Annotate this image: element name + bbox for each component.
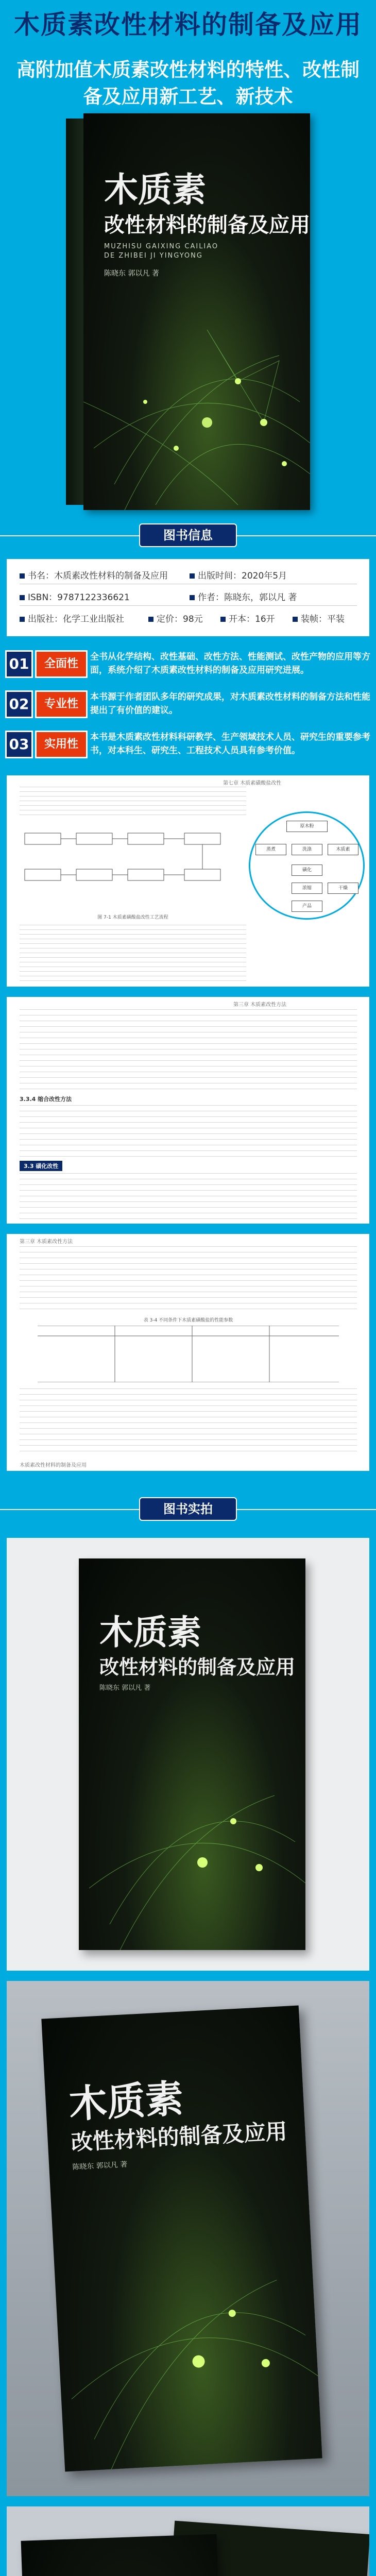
hero-section xyxy=(0,0,376,518)
flow-box: 产品 xyxy=(292,901,322,912)
selling-point-text: 本书是木质素改性材料科研教学、生产领域技术人员、研究生的重要参考书，对本科生、研究生、工程技术人员具有参考价值。 xyxy=(90,732,370,756)
bullet-icon xyxy=(220,617,226,622)
book-photo xyxy=(66,113,310,510)
flow-box: 蒸煮 xyxy=(255,844,286,855)
page-footer: 木质素改性材料的制备及应用 xyxy=(20,1463,87,1468)
info-pubdate-text: 出版时间：2020年5月 xyxy=(198,571,287,581)
info-pubdate xyxy=(190,568,287,581)
photo-cover xyxy=(41,2006,322,2472)
cover-network-graphic xyxy=(21,2534,230,2576)
info-row xyxy=(20,612,357,624)
sample-page-1 xyxy=(7,775,369,987)
page-text-block xyxy=(20,1173,357,1219)
cover-subtitle: 改性材料的制备及应用 xyxy=(99,1656,296,1679)
page-header: 第三章 木质素改性方法 xyxy=(20,1239,73,1245)
cover-authors: 陈晓东 郭以凡 著 xyxy=(104,269,159,278)
page-header: 第七章 木质素磺酸盐改性 xyxy=(223,781,282,786)
info-title: 书名：木质素改性材料的制备及应用 xyxy=(28,571,168,581)
page-text-block xyxy=(20,925,246,981)
selling-point-text: 本书源于作者团队多年的研究成果，对木质素改性材料的制备方法和性能提出了有价值的建议。 xyxy=(90,692,370,716)
flow-box: 干燥 xyxy=(328,883,358,894)
selling-point xyxy=(5,731,371,772)
page-text-block xyxy=(20,787,246,818)
info-author xyxy=(190,590,297,603)
book-cover xyxy=(83,113,310,510)
info-format-text: 开本：16开 xyxy=(229,614,275,624)
selling-point-text: 全书从化学结构、改性基础、改性方法、性能测试、改性产物的应用等方面，系统介绍了木质素改性材料的制备及应用研究进展。 xyxy=(90,652,370,675)
page-text-block xyxy=(20,1388,357,1455)
page-text-block xyxy=(20,1105,357,1157)
selling-point-tag: 专业性 xyxy=(35,690,88,718)
bullet-icon xyxy=(190,573,195,579)
bullet-icon xyxy=(190,595,195,600)
hero-title: 木质素改性材料的制备及应用 xyxy=(14,10,362,40)
selling-point-tag: 全面性 xyxy=(35,650,88,678)
book-photo-front xyxy=(7,1538,369,1971)
flow-box: 磺化 xyxy=(292,865,322,876)
photo-heading-label: 图书实拍 xyxy=(139,1497,237,1521)
info-publisher: 出版社：化学工业出版社 xyxy=(28,614,124,624)
flow-box: 原木粉 xyxy=(286,821,328,832)
selling-point-number: 03 xyxy=(5,731,33,758)
cover-subtitle: 改性材料的制备及应用 xyxy=(104,213,310,237)
selling-point-number: 02 xyxy=(5,690,33,718)
book-photo-pair xyxy=(7,2506,369,2576)
info-row xyxy=(20,568,357,581)
info-heading-label: 图书信息 xyxy=(139,523,237,547)
hero-subtitle: 高附加值木质素改性材料的特性、改性制备及应用新工艺、新技术 xyxy=(16,59,360,108)
photo-cover xyxy=(79,1558,305,1950)
cover-authors: 陈晓东 郭以凡 著 xyxy=(99,1684,151,1692)
info-section-heading xyxy=(0,520,376,551)
cover-authors: 陈晓东 郭以凡 著 xyxy=(72,2160,128,2172)
cover-title: 木质素 xyxy=(99,1613,201,1652)
selling-point-tag: 实用性 xyxy=(35,731,88,758)
bullet-icon xyxy=(20,595,25,600)
selling-point xyxy=(5,690,371,726)
cover-pinyin-line: DE ZHIBEI JI YINGYONG xyxy=(104,252,203,260)
cover-subtitle: 改性材料的制备及应用 xyxy=(70,2119,288,2155)
flow-box: 洗涤 xyxy=(292,844,322,855)
bullet-icon xyxy=(20,573,25,579)
bullet-icon xyxy=(148,617,153,622)
zoom-callout xyxy=(249,811,365,920)
info-binding xyxy=(293,612,345,624)
flow-box: 浓缩 xyxy=(292,883,322,894)
sample-page-2 xyxy=(7,997,369,1224)
selling-point xyxy=(5,650,371,686)
bullet-icon xyxy=(20,617,25,622)
info-binding-text: 装帧：平装 xyxy=(301,614,345,624)
info-divider xyxy=(20,605,357,606)
bullet-icon xyxy=(293,617,298,622)
sample-page-3 xyxy=(7,1234,369,1471)
page-section-heading: 3.3.4 缩合改性方法 xyxy=(20,1096,72,1103)
info-panel xyxy=(7,559,369,636)
info-price xyxy=(148,612,203,624)
selling-point-number: 01 xyxy=(5,650,33,678)
flow-diagram-left xyxy=(20,823,246,910)
book-spine xyxy=(66,118,84,505)
cover-pinyin-line: MUZHISU GAIXING CAILIAO xyxy=(104,243,219,250)
figure-caption: 图 7-1 木质素磺酸盐改性工艺流程 xyxy=(97,915,168,920)
info-row xyxy=(20,590,357,603)
info-format xyxy=(220,612,275,624)
book-photo-angle xyxy=(7,1981,369,2496)
flow-box: 木质素 xyxy=(328,844,358,855)
info-price-text: 定价：98元 xyxy=(157,614,203,624)
photo-cover xyxy=(21,2534,230,2576)
cover-title: 木质素 xyxy=(67,2076,185,2127)
cover-pinyin xyxy=(104,242,218,261)
cover-title: 木质素 xyxy=(104,170,206,210)
photo-section-heading xyxy=(0,1494,376,1525)
page-text-block xyxy=(20,1246,357,1313)
page-header: 第三章 木质素改性方法 xyxy=(233,1002,287,1008)
page-text-block xyxy=(20,1009,357,1092)
info-isbn: ISBN：9787122336621 xyxy=(28,592,130,603)
data-table-graphic xyxy=(38,1326,339,1382)
table-title: 表 3-4 不同条件下木质素磺酸盐的性能参数 xyxy=(143,1318,233,1323)
page-section-heading: 3.3 磺化改性 xyxy=(20,1161,62,1171)
info-author-text: 作者：陈晓东，郭以凡 著 xyxy=(198,592,297,603)
